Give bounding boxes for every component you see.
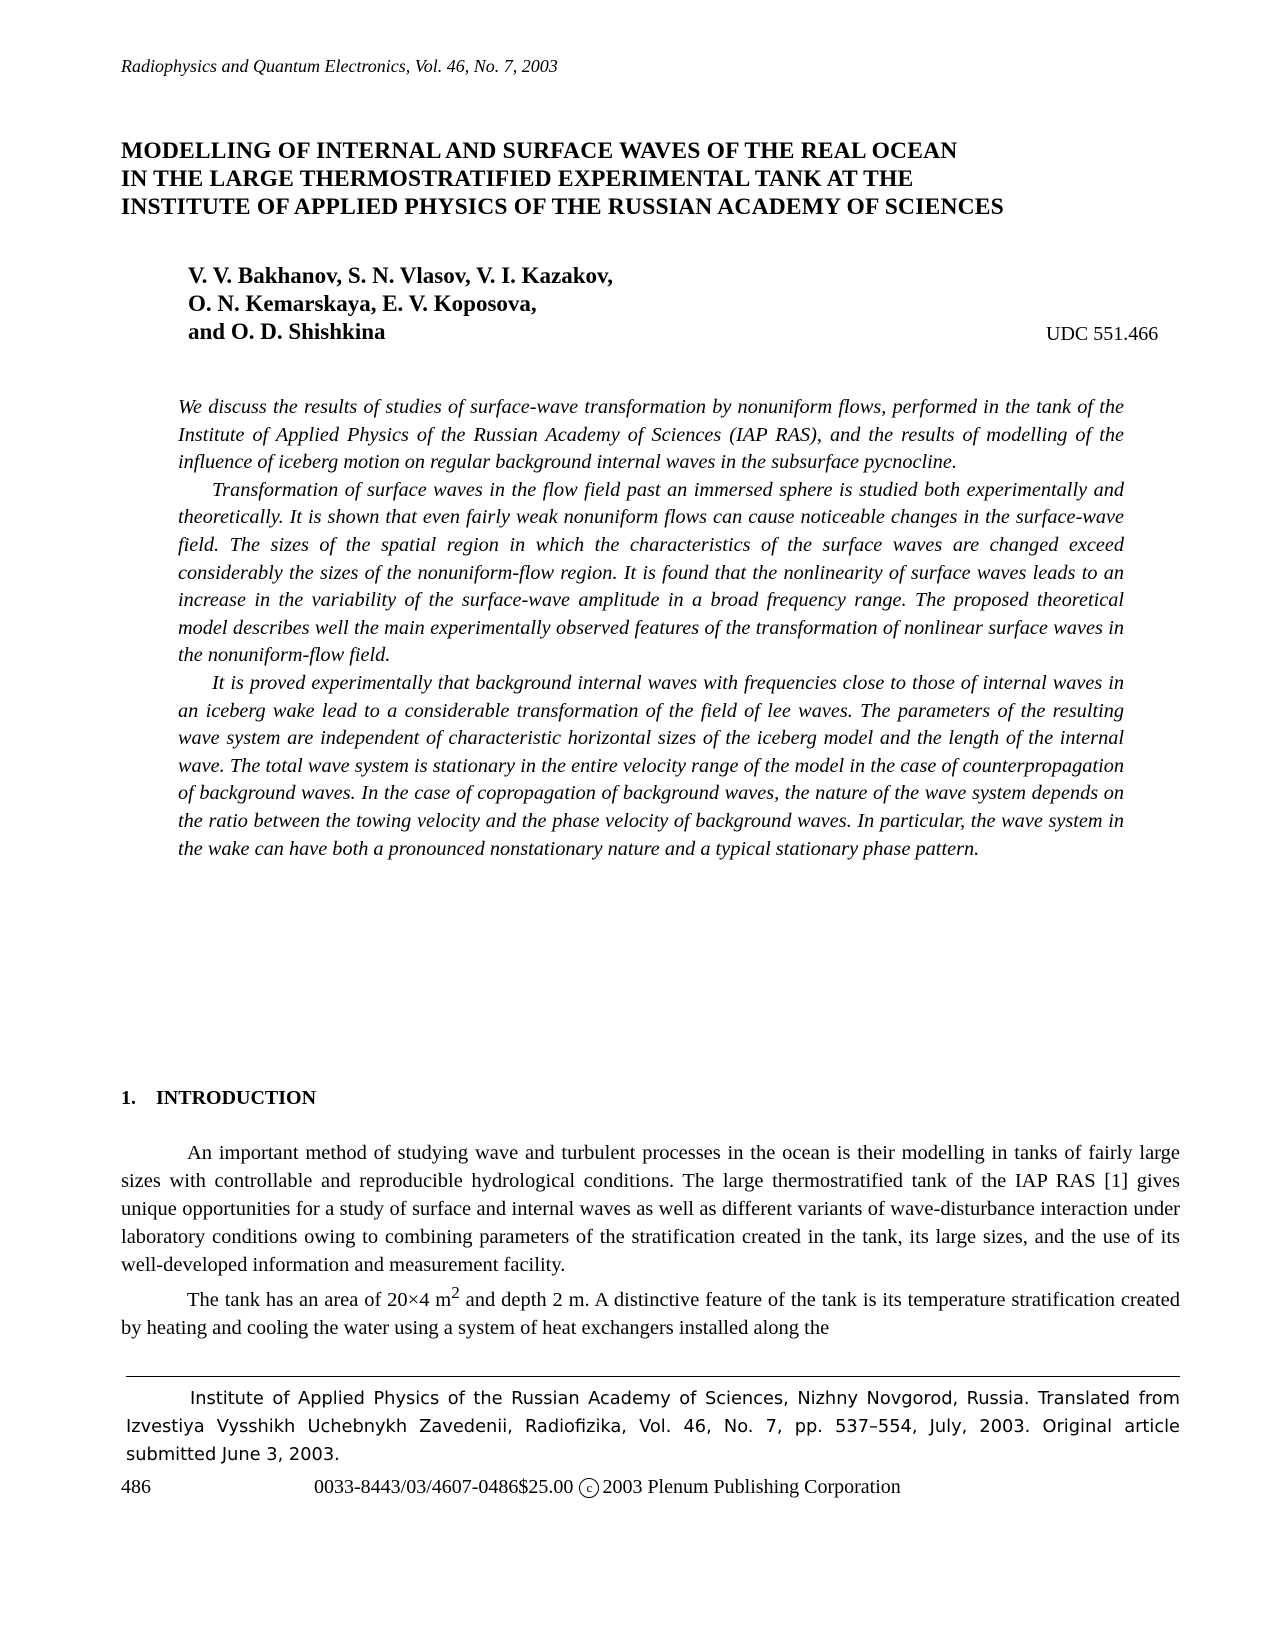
footnote: Institute of Applied Physics of the Russian Academy of Sciences, Nizhny Novgorod, Russia. Translated from Izvestiya Vysshikh Uchebnykh Zavedenii, Radiofizika, Vol. 46, No. 7, pp. 537–554, July, 2003. Original article submitted June 3, 2003. [126,1388,1180,1465]
author-line: and O. D. Shishkina [188,319,386,344]
abstract-paragraph: We discuss the results of studies of surface-wave transformation by nonuniform flows, performed in the tank of the Institute of Applied Physics of the Russian Academy of Sciences (IAP RAS), and the results of modelling of the influence of iceberg motion on regular background internal waves in the subsurface pycnocline. [178,396,1124,474]
abstract-paragraph: It is proved experimentally that background internal waves with frequencies close to those of internal waves in an iceberg wake lead to a considerable transformation of the field of lee waves. The parameters of the resulting wave system are independent of characteristic horizontal sizes of the iceberg model and the length of the internal wave. The total wave system is stationary in the entire velocity range of the model in the case of counterpropagation of background waves. In the case of copropagation of background waves, the nature of the wave system depends on the ratio between the towing velocity and the phase velocity of background waves. In particular, the wave system in the wake can have both a pronounced nonstationary nature and a typical stationary phase pattern. [178,671,1124,860]
abstract-paragraph: Transformation of surface waves in the flow field past an immersed sphere is studied both experimentally and theoretically. It is shown that even fairly weak nonuniform flows can cause noticeable changes in the surface-wave field. The sizes of the spatial region in which the characteristics of the surface waves are changed exceed considerably the sizes of the nonuniform-flow region. It is found that the nonlinearity of surface waves leads to an increase in the variability of the surface-wave amplitude in a broad frequency range. The proposed theoretical model describes well the main experimentally observed features of the transformation of nonlinear surface waves in the nonuniform-flow field. [178,478,1124,667]
copyright-icon: c [579,1478,599,1498]
footnote-divider [126,1376,1180,1377]
copyright-text: 2003 Plenum Publishing Corporation [602,1476,901,1498]
section-heading-introduction [121,1087,316,1110]
issn-code: 0033-8443/03/4607-0486$25.00 [314,1476,574,1498]
udc-code: UDC 551.466 [1046,323,1159,345]
author-line: O. N. Kemarskaya, E. V. Koposova, [188,291,537,316]
author-line: V. V. Bakhanov, S. N. Vlasov, V. I. Kazakov, [188,263,614,288]
journal-citation: Radiophysics and Quantum Electronics, Vol. 46, No. 7, 2003 [121,56,558,76]
page-number: 486 [121,1476,151,1498]
title-line: IN THE LARGE THERMOSTRATIFIED EXPERIMENTAL TANK AT THE [121,166,914,192]
body-text [121,1139,1180,1342]
body-text-run: The tank has an area of 20×4 m [187,1288,452,1311]
title-line: INSTITUTE OF APPLIED PHYSICS OF THE RUSSIAN ACADEMY OF SCIENCES [121,194,1004,220]
body-paragraph [121,1279,1180,1342]
body-text-run: and depth 2 m. A distinctive feature of the tank is its temperature stratification created by heating and cooling the water using a system of heat exchangers installed along the [121,1288,1180,1339]
body-paragraph: An important method of studying wave and turbulent processes in the ocean is their modelling in tanks of fairly large sizes with controllable and reproducible hydrological conditions. The large thermostratified tank of the IAP RAS [1] gives unique opportunities for a study of surface and internal waves as well as different variants of wave-disturbance interaction under laboratory conditions owing to combining parameters of the stratification created in the tank, its large sizes, and the use of its well-developed information and measurement facility. [121,1142,1180,1276]
superscript: 2 [451,1283,460,1302]
paper-title [121,137,1181,221]
section-title: INTRODUCTION [156,1087,317,1109]
section-number: 1. [121,1087,136,1109]
copyright-line [314,1476,901,1499]
title-line: MODELLING OF INTERNAL AND SURFACE WAVES OF THE REAL OCEAN [121,138,958,164]
abstract [178,394,1124,863]
author-list [188,262,613,346]
